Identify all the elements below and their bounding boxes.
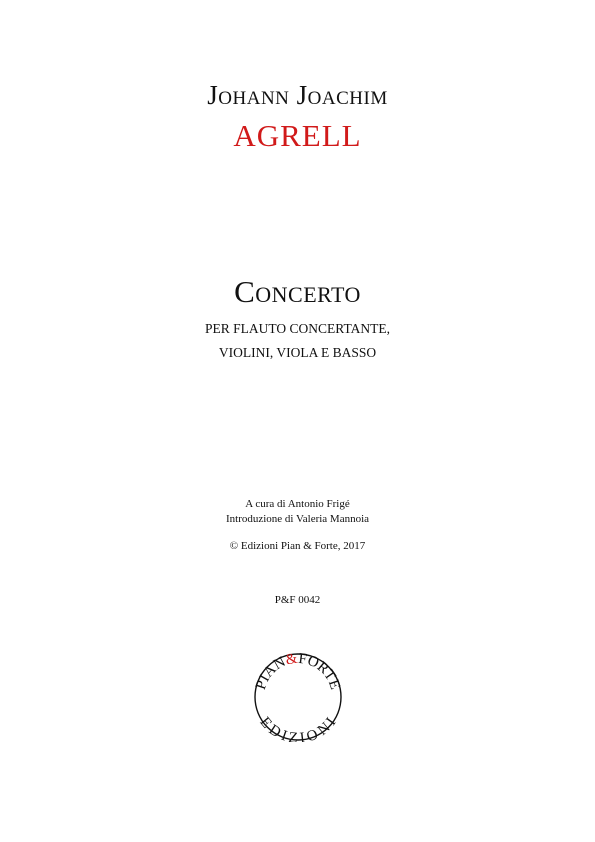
introduction-credit: Introduzione di Valeria Mannoia <box>225 513 370 525</box>
work-subtitle-line1: PER FLAUTO CONCERTANTE, <box>205 321 390 336</box>
catalog-number: P&F 0042 <box>274 594 321 606</box>
logo-top-text: PIAN&FORTE <box>253 652 343 692</box>
composer-first-names: Johann Joachim <box>207 80 388 110</box>
work-title: Concerto <box>234 274 361 309</box>
composer-surname: AGRELL <box>233 118 362 153</box>
editor-credit: A cura di Antonio Frigé <box>245 498 350 510</box>
copyright-notice: © Edizioni Pian & Forte, 2017 <box>229 540 366 552</box>
logo-bottom-text: EDIZIONI <box>256 714 340 742</box>
work-subtitle-line2: VIOLINI, VIOLA E BASSO <box>218 345 377 360</box>
publisher-seal-icon <box>253 652 343 742</box>
